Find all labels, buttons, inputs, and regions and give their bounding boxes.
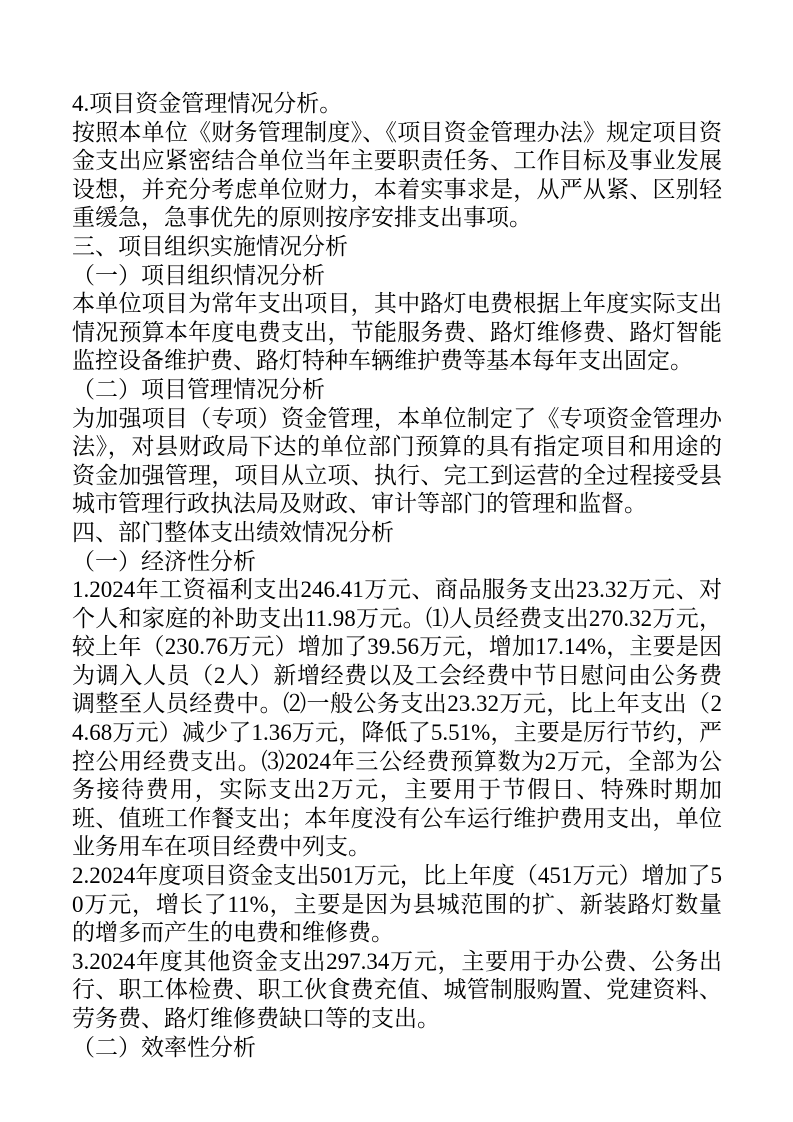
paragraph-economic-analysis-item-2: 2.2024年度项目资金支出501万元，比上年度（451万元）增加了50万元，增长了11%，主要是因为县城范围的扩、新装路灯数量的增多而产生的电费和维修费。 xyxy=(72,863,722,946)
paragraph-fund-management-policy: 按照本单位《财务管理制度》、《项目资金管理办法》规定项目资金支出应紧密结合单位当年主要职责任务、工作目标及事业发展设想，并充分考虑单位财力，本着实事求是，从严从紧、区别轻重缓急，急事优先的原则按序安排支出事项。 xyxy=(72,119,722,231)
document-text-block xyxy=(72,90,722,1062)
section-3-1-heading: （一）项目组织情况分析 xyxy=(72,262,325,288)
paragraph-project-organization-analysis: 本单位项目为常年支出项目，其中路灯电费根据上年度实际支出情况预算本年度电费支出，节能服务费、路灯维修费、路灯智能监控设备维护费、路灯特种车辆维护费等基本每年支出固定。 xyxy=(72,291,722,374)
section-3-2-heading: （二）项目管理情况分析 xyxy=(72,376,325,402)
section-4-heading: 四、部门整体支出绩效情况分析 xyxy=(72,519,394,545)
paragraph-economic-analysis-item-3: 3.2024年度其他资金支出297.34万元，主要用于办公费、公务出行、职工体检费、职工伙食费充值、城管制服购置、党建资料、劳务费、路灯维修费缺口等的支出。 xyxy=(72,948,722,1031)
paragraph-project-management-analysis: 为加强项目（专项）资金管理，本单位制定了《专项资金管理办法》，对县财政局下达的单位部门预算的具有指定项目和用途的资金加强管理，项目从立项、执行、完工到运营的全过程接受县城市管理行政执法局及财政、审计等部门的管理和监督。 xyxy=(72,405,722,517)
section-4-1-heading: （一）经济性分析 xyxy=(72,548,256,574)
section-3-heading: 三、项目组织实施情况分析 xyxy=(72,233,348,259)
paragraph-economic-analysis-item-1: 1.2024年工资福利支出246.41万元、商品服务支出23.32万元、对个人和家庭的补助支出11.98万元。⑴人员经费支出270.32万元，较上年（230.76万元）增加了39.56万元，增加17.14%，主要是因为调入人员（2人）新增经费以及工会经费中节日慰问由公务费调整至人员经费中。⑵一般公务支出23.32万元，比上年支出（24.68万元）减少了1.36万元，降低了5.51%，主要是厉行节约，严控公用经费支出。⑶2024年三公经费预算数为2万元，全部为公务接待费用，实际支出2万元，主要用于节假日、特殊时期加班、值班工作餐支出；本年度没有公车运行维护费用支出，单位业务用车在项目经费中列支。 xyxy=(72,577,722,860)
section-4-2-heading: （二）效率性分析 xyxy=(72,1034,256,1060)
subheading-project-fund-management: 4.项目资金管理情况分析。 xyxy=(72,91,343,116)
